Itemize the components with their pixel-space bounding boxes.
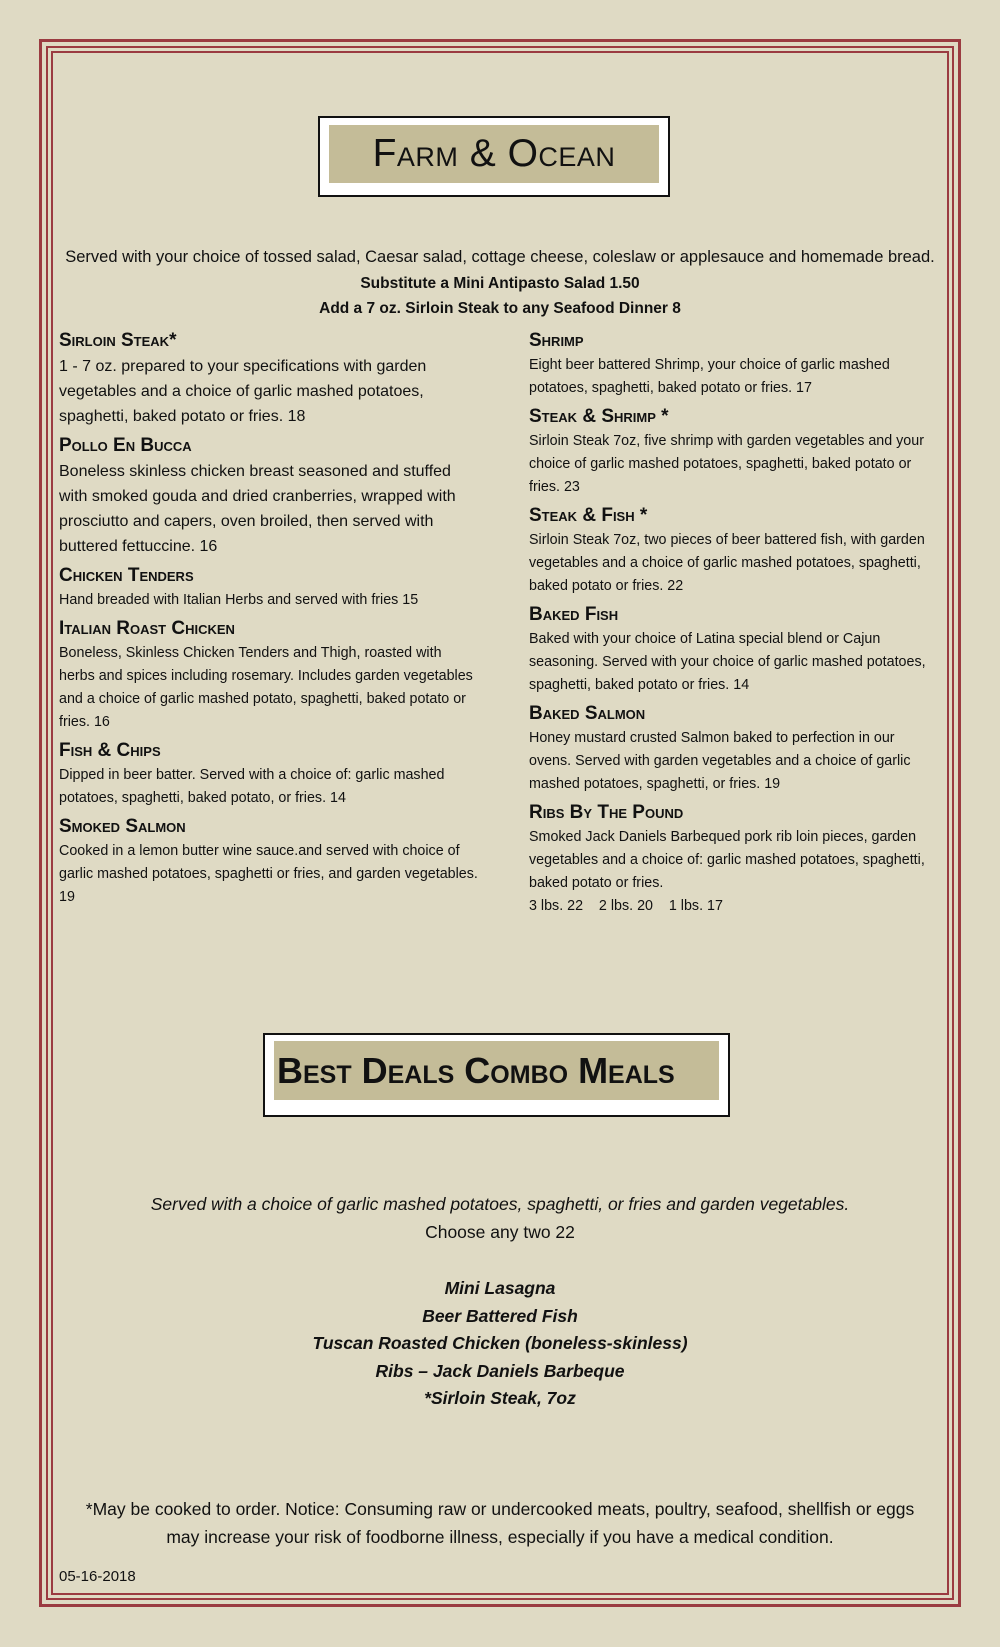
combo-title-box bbox=[263, 1033, 730, 1117]
menu-item bbox=[529, 701, 939, 796]
menu-item-description: Dipped in beer batter. Served with a choice of: garlic mashed potatoes, spaghetti, baked potato, or fries. 14 bbox=[59, 767, 445, 806]
menu-item bbox=[529, 404, 939, 499]
menu-item-description: Cooked in a lemon butter wine sauce.and served with choice of garlic mashed potatoes, spaghetti or fries, and garden vegetables. 19 bbox=[59, 843, 478, 905]
menu-item-description: Sirloin Steak 7oz, five shrimp with garden vegetables and your choice of garlic mashed potatoes, spaghetti, baked potato or fries. 23 bbox=[529, 433, 924, 495]
food-safety-notice bbox=[58, 1495, 942, 1551]
menu-item-description: Sirloin Steak 7oz, two pieces of beer battered fish, with garden vegetables and a choice of garlic mashed potatoes, spaghetti, baked potato or fries. 22 bbox=[529, 532, 925, 594]
menu-item bbox=[59, 563, 479, 612]
menu-item-name: Chicken Tenders bbox=[59, 565, 194, 586]
menu-item-description: Boneless, Skinless Chicken Tenders and Thigh, roasted with herbs and spices including rosemary. Includes garden vegetables and a choice of garlic mashed potato, spaghetti, baked potato or fries. 16 bbox=[59, 645, 473, 730]
substitute-note: Substitute a Mini Antipasto Salad 1.50 bbox=[360, 275, 640, 292]
menu-item bbox=[59, 328, 479, 429]
menu-item-name: Smoked Salmon bbox=[59, 816, 186, 837]
combo-item: Tuscan Roasted Chicken (boneless-skinless) bbox=[312, 1333, 688, 1353]
menu-item-description: Baked with your choice of Latina special blend or Cajun seasoning. Served with your choice of garlic mashed potatoes, spaghetti, baked potato or fries. 14 bbox=[529, 631, 926, 693]
notice-line: may increase your risk of foodborne illness, especially if you have a medical condition. bbox=[166, 1527, 834, 1547]
combo-item: Mini Lasagna bbox=[444, 1278, 556, 1298]
menu-item bbox=[59, 433, 479, 559]
menu-item bbox=[59, 814, 479, 909]
menu-item bbox=[529, 503, 939, 598]
farm-ocean-title-box bbox=[318, 116, 670, 197]
farm-ocean-title-fill bbox=[329, 125, 659, 183]
notice-line: *May be cooked to order. Notice: Consuming raw or undercooked meats, poultry, seafood, shellfish or eggs bbox=[85, 1499, 915, 1519]
menu-item-name: Baked Salmon bbox=[529, 703, 646, 724]
menu-item-name: Fish & Chips bbox=[59, 740, 161, 761]
sides-note: Served with your choice of tossed salad, Caesar salad, cottage cheese, coleslaw or applesauce and homemade bread. bbox=[65, 248, 935, 266]
menu-item bbox=[529, 602, 939, 697]
farm-ocean-title: Farm & Ocean bbox=[372, 132, 616, 175]
menu-item-description: Hand breaded with Italian Herbs and served with fries 15 bbox=[59, 592, 419, 608]
combo-item: Beer Battered Fish bbox=[422, 1305, 578, 1326]
menu-item-description: Eight beer battered Shrimp, your choice of garlic mashed potatoes, spaghetti, baked potato or fries. 17 bbox=[529, 357, 890, 396]
menu-item-name: Ribs By The Pound bbox=[529, 802, 684, 823]
menu-date: 05-16-2018 bbox=[59, 1568, 136, 1585]
combo-list bbox=[58, 1275, 942, 1413]
menu-item-description: Smoked Jack Daniels Barbequed pork rib loin pieces, garden vegetables and a choice of: garlic mashed potatoes, spaghetti, baked potato or fries. bbox=[529, 829, 925, 891]
menu-item bbox=[59, 616, 479, 734]
menu-item-description: Honey mustard crusted Salmon baked to perfection in our ovens. Served with garden vegetables and a choice of garlic mashed potatoes, spaghetti, or fries. 19 bbox=[529, 730, 911, 792]
menu-item-description: Boneless skinless chicken breast seasoned and stuffed with smoked gouda and dried cranberries, wrapped with prosciutto and capers, oven broiled, then served with buttered fettuccine. 16 bbox=[59, 463, 456, 555]
menu-item bbox=[529, 800, 939, 918]
combo-item: Ribs – Jack Daniels Barbeque bbox=[375, 1360, 625, 1381]
menu-item-name: Sirloin Steak* bbox=[59, 330, 177, 351]
combo-title: Best Deals Combo Meals bbox=[277, 1049, 675, 1091]
right-menu-column bbox=[529, 328, 939, 922]
menu-item-name: Pollo En Bucca bbox=[59, 435, 192, 456]
add-steak-note: Add a 7 oz. Sirloin Steak to any Seafood Dinner 8 bbox=[319, 300, 681, 317]
menu-item-name: Shrimp bbox=[529, 330, 584, 351]
menu-item bbox=[529, 328, 939, 400]
menu-item-description: 1 - 7 oz. prepared to your specifications with garden vegetables and a choice of garlic mashed potatoes, spaghetti, baked potato or fries. 18 bbox=[59, 358, 427, 425]
left-menu-column bbox=[59, 328, 479, 913]
menu-item-name: Steak & Fish * bbox=[529, 505, 648, 526]
combo-title-fill bbox=[274, 1041, 719, 1100]
menu-item-name: Baked Fish bbox=[529, 604, 619, 625]
menu-item-name: Steak & Shrimp * bbox=[529, 406, 669, 427]
menu-item bbox=[59, 738, 479, 810]
combo-choose: Choose any two 22 bbox=[425, 1222, 575, 1242]
ribs-prices: 3 lbs. 22 2 lbs. 20 1 lbs. 17 bbox=[529, 898, 723, 914]
menu-item-name: Italian Roast Chicken bbox=[59, 618, 235, 639]
combo-item: *Sirloin Steak, 7oz bbox=[424, 1388, 576, 1408]
combo-served-with: Served with a choice of garlic mashed potatoes, spaghetti, or fries and garden vegetables. bbox=[150, 1194, 850, 1214]
